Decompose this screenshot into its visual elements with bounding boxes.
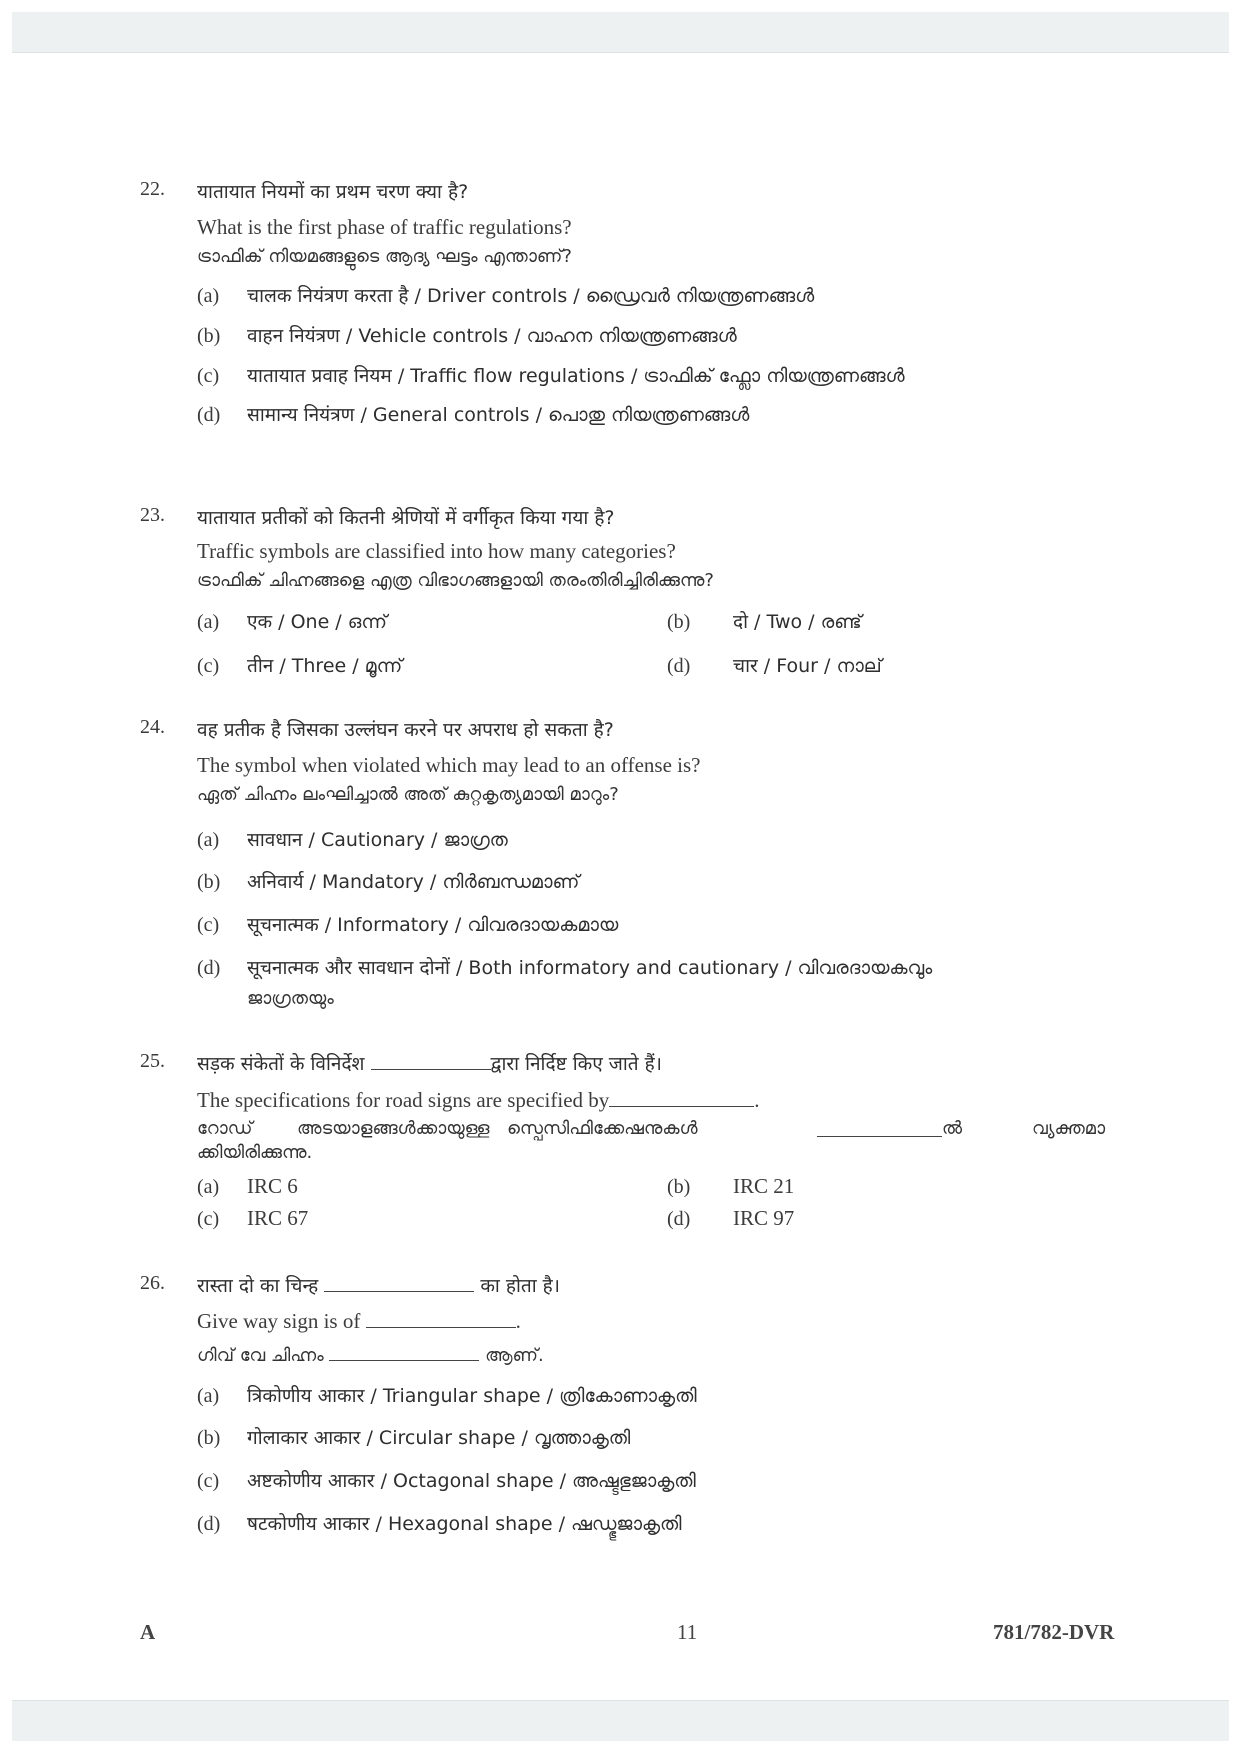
malayalam-text-post: ആണ്. — [485, 1345, 544, 1366]
fill-blank — [366, 1309, 516, 1328]
option-label: (c) — [197, 914, 220, 936]
option-label: (d) — [197, 404, 221, 426]
option-b — [667, 1174, 794, 1199]
question-english: The symbol when violated which may lead to an offense is? — [197, 753, 701, 777]
hindi-text-post: का होता है। — [480, 1275, 560, 1297]
hindi-text-post: द्वारा निर्दिष्ट किए जाते हैं। — [490, 1053, 662, 1075]
option-label: (a) — [197, 1176, 220, 1198]
question-number: 25. — [140, 1050, 165, 1072]
option-label: (d) — [197, 957, 221, 979]
option-text: एक / One / ഒന്ന് — [247, 611, 387, 633]
fill-blank — [609, 1095, 754, 1107]
option-label: (b) — [667, 1176, 691, 1198]
option-label: (a) — [197, 611, 220, 633]
option-text: IRC 67 — [247, 1206, 309, 1230]
option-label: (c) — [197, 655, 220, 677]
option-a — [197, 826, 508, 852]
question-number: 23. — [140, 504, 165, 526]
option-a — [197, 282, 814, 308]
option-c — [197, 1467, 696, 1493]
question-number: 26. — [140, 1272, 165, 1294]
english-text: Give way sign is of — [197, 1309, 361, 1333]
question-number: 24. — [140, 716, 165, 738]
option-d — [197, 401, 749, 427]
option-text: IRC 6 — [247, 1174, 298, 1198]
option-c — [197, 652, 402, 678]
option-text: तीन / Three / മൂന്ന് — [247, 655, 403, 677]
malayalam-suffix: ൽ — [942, 1118, 963, 1139]
question-malayalam: ട്രാഫിക് നിയമങ്ങളുടെ ആദ്യ ഘട്ടം എന്താണ്? — [197, 246, 572, 267]
option-text: अनिवार्य / Mandatory / നിർബന്ധമാണ് — [247, 871, 580, 893]
fill-blank — [329, 1342, 479, 1361]
question-english: What is the first phase of traffic regulations? — [197, 215, 572, 239]
option-b — [197, 868, 579, 894]
question-hindi — [197, 1272, 560, 1298]
option-text: IRC 21 — [733, 1174, 795, 1198]
option-text: दो / Two / രണ്ട് — [733, 611, 862, 633]
option-text: सावधान / Cautionary / ജാഗ്രത — [247, 829, 508, 851]
option-label: (b) — [667, 611, 691, 633]
option-d — [667, 652, 882, 678]
option-b — [667, 608, 862, 634]
option-d-continuation: ജാഗ്രതയും — [247, 988, 334, 1009]
option-label: (c) — [197, 1208, 220, 1230]
page-number: 11 — [677, 1620, 698, 1644]
option-label: (d) — [667, 655, 691, 677]
booklet-series: A — [140, 1620, 156, 1644]
question-malayalam — [197, 1342, 544, 1366]
exam-code: 781/782-DVR — [993, 1620, 1115, 1644]
option-text: चार / Four / നാല് — [733, 655, 882, 677]
option-b — [197, 322, 737, 348]
option-label: (d) — [667, 1208, 691, 1230]
fill-blank — [371, 1051, 491, 1070]
option-label: (b) — [197, 325, 221, 347]
question-malayalam-line2: ക്കിയിരിക്കുന്നു. — [197, 1142, 313, 1163]
option-a — [197, 1174, 298, 1199]
malayalam-word: റോഡ് — [197, 1118, 253, 1139]
scan-edge-top — [12, 12, 1229, 53]
question-malayalam — [197, 1118, 1187, 1139]
english-tail: . — [515, 1309, 521, 1333]
option-c — [197, 1206, 308, 1231]
option-a — [197, 1382, 697, 1408]
question-english — [197, 1309, 521, 1334]
option-d — [197, 1510, 682, 1536]
option-label: (d) — [197, 1513, 221, 1535]
malayalam-word: അടയാളങ്ങൾക്കായുള്ള — [297, 1118, 490, 1139]
question-english: Traffic symbols are classified into how many categories? — [197, 539, 676, 563]
option-label: (a) — [197, 285, 220, 307]
question-number: 22. — [140, 178, 165, 200]
option-label: (a) — [197, 1385, 220, 1407]
option-label: (c) — [197, 365, 220, 387]
english-tail: . — [754, 1088, 760, 1112]
option-label: (c) — [197, 1470, 220, 1492]
option-text: IRC 97 — [733, 1206, 795, 1230]
question-malayalam: ട്രാഫിക് ചിഹ്നങ്ങളെ എത്ര വിഭാഗങ്ങളായി തരംതിരിച്ചിരിക്കുന്നു? — [197, 570, 714, 591]
malayalam-word: വ്യക്തമാ — [1032, 1118, 1106, 1139]
option-text: सूचनात्मक और सावधान दोनों / Both informatory and cautionary / വിവരദായകവും — [247, 957, 933, 979]
question-malayalam: ഏത് ചിഹ്നം ലംഘിച്ചാൽ അത് കുറ്റകൃത്യമായി മാറും? — [197, 784, 619, 805]
question-hindi: यातायात नियमों का प्रथम चरण क्या है? — [197, 181, 469, 203]
question-hindi: यातायात प्रतीकों को कितनी श्रेणियों में वर्गीकृत किया गया है? — [197, 507, 615, 529]
option-text: षटकोणीय आकार / Hexagonal shape / ഷഡ്ഭുജാകൃതി — [247, 1513, 682, 1535]
option-text: सामान्य नियंत्रण / General controls / പൊതു നിയന്ത്രണങ്ങൾ — [247, 404, 750, 426]
option-d — [197, 954, 932, 980]
question-english — [197, 1088, 760, 1113]
question-hindi: वह प्रतीक है जिसका उल्लंघन करने पर अपराध हो सकता है? — [197, 719, 614, 741]
option-c — [197, 362, 905, 388]
english-text: The specifications for road signs are specified by — [197, 1088, 610, 1112]
scan-edge-bottom — [12, 1700, 1229, 1741]
fill-blank — [817, 1118, 942, 1137]
option-text: त्रिकोणीय आकार / Triangular shape / ത്രികോണാകൃതി — [247, 1385, 697, 1407]
option-a — [197, 608, 387, 634]
option-text: यातायात प्रवाह नियम / Traffic flow regulations / ട്രാഫിക് ഫ്ലോ നിയന്ത്രണങ്ങൾ — [247, 365, 905, 387]
option-label: (a) — [197, 829, 220, 851]
question-hindi — [197, 1050, 662, 1076]
option-c — [197, 911, 618, 937]
hindi-text-pre: सड़क संकेतों के विनिर्देश — [197, 1053, 365, 1075]
fill-blank — [324, 1273, 474, 1292]
option-text: वाहन नियंत्रण / Vehicle controls / വാഹന നിയന്ത്രണങ്ങൾ — [247, 325, 737, 347]
malayalam-text-pre: ഗിവ് വേ ചിഹ്നം — [197, 1345, 324, 1366]
option-text: गोलाकार आकार / Circular shape / വൃത്താകൃതി — [247, 1427, 631, 1449]
option-text: सूचनात्मक / Informatory / വിവരദായകമായ — [247, 914, 619, 936]
option-b — [197, 1424, 630, 1450]
option-text: अष्टकोणीय आकार / Octagonal shape / അഷ്ടഭുജാകൃതി — [247, 1470, 696, 1492]
malayalam-word: സ്പെസിഫിക്കേഷനുകൾ — [507, 1118, 698, 1139]
hindi-text-pre: रास्ता दो का चिन्ह — [197, 1275, 319, 1297]
option-label: (b) — [197, 871, 221, 893]
option-label: (b) — [197, 1427, 221, 1449]
option-text: चालक नियंत्रण करता है / Driver controls / ഡ്രൈവർ നിയന്ത്രണങ്ങൾ — [247, 285, 815, 307]
option-d — [667, 1206, 794, 1231]
